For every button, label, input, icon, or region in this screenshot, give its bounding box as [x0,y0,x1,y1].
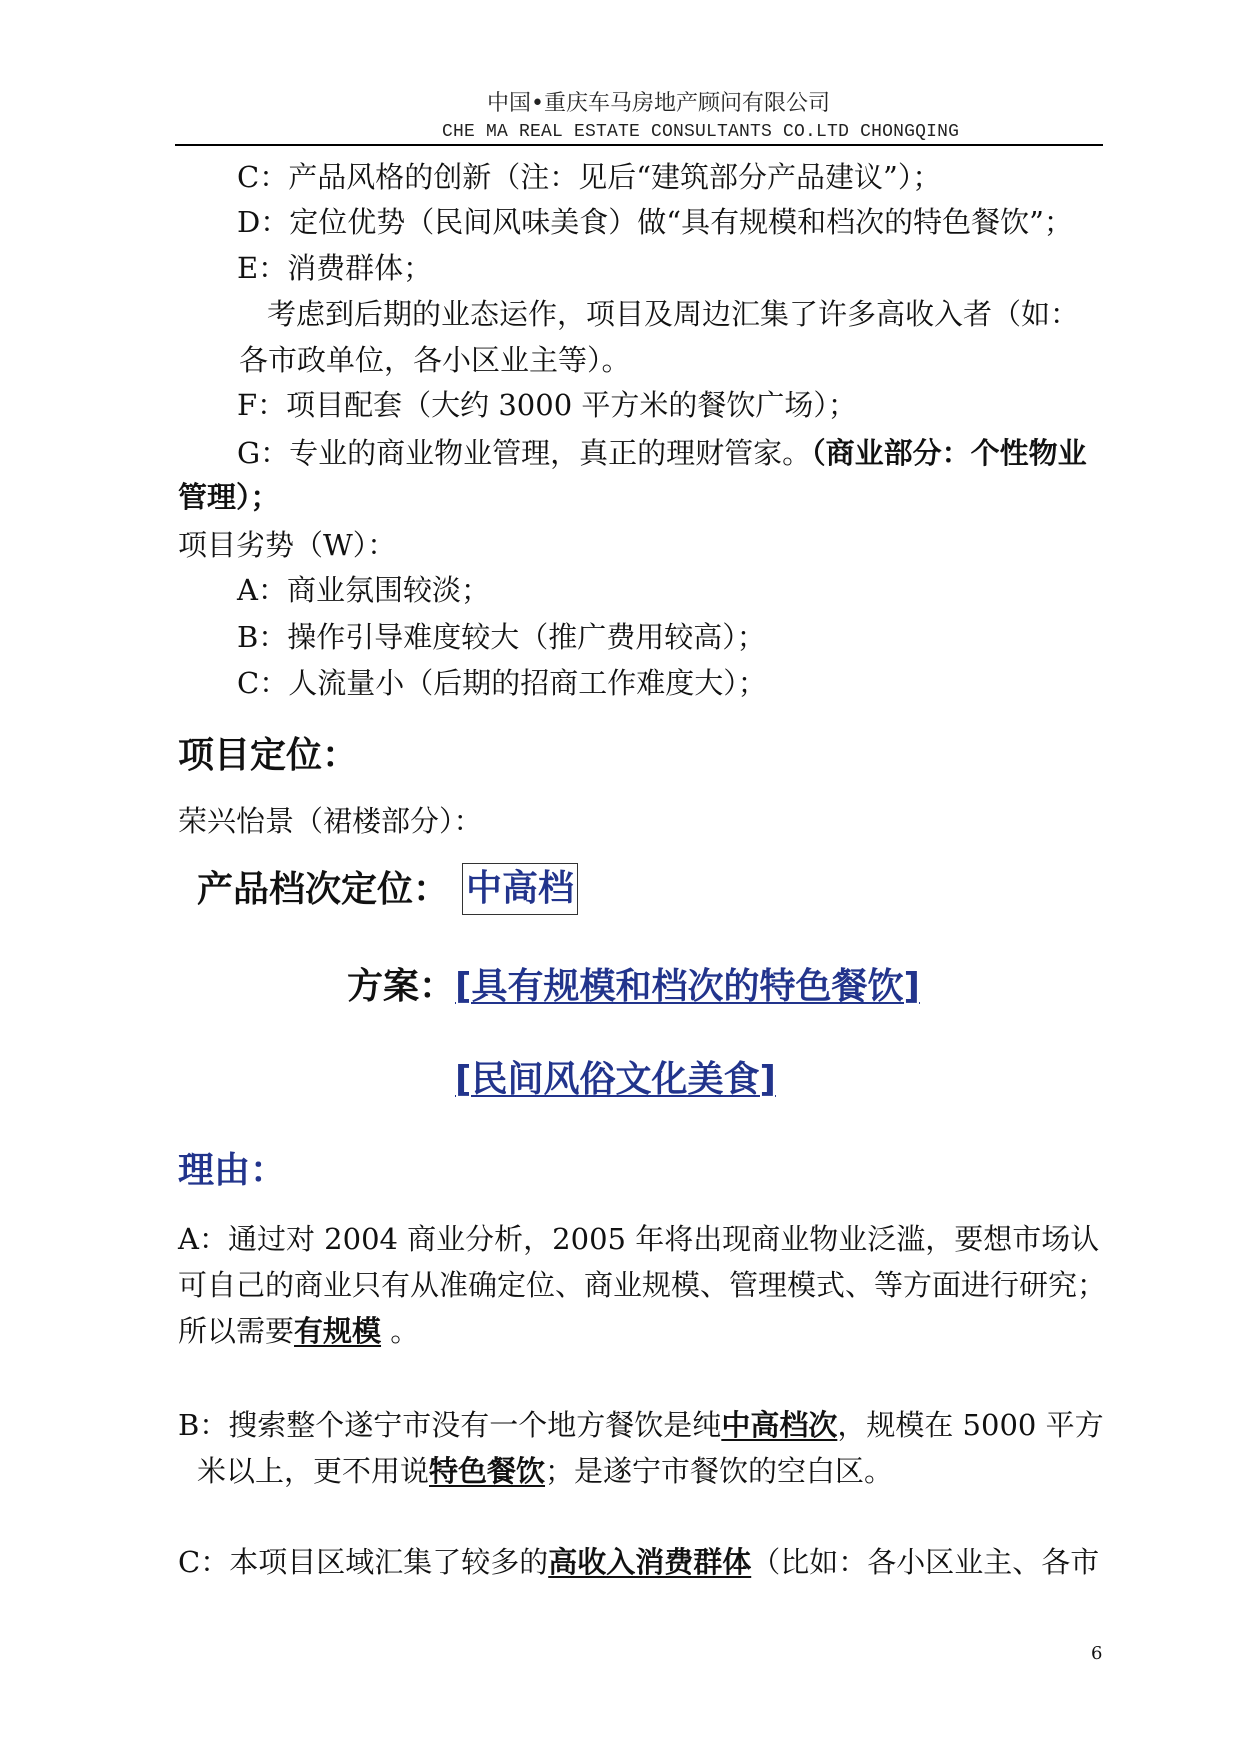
section-heading-positioning: 项目定位： [178,735,359,776]
reason-a-line-3-suffix: 。 [381,1314,420,1348]
reason-b-line-2 [197,1451,893,1491]
strength-item-d: D：定位优势（民间风味美食）做“具有规模和档次的特色餐饮”； [237,205,1073,239]
reason-c-line-1-prefix: C：本项目区域汇集了较多的 [178,1545,549,1579]
reason-b-line-2-prefix: 米以上，更不用说 [197,1454,430,1488]
strength-item-f: F：项目配套（大约 3000 平方米的餐饮广场）； [237,388,857,422]
reason-b-line-1-suffix: ，规模在 5000 平方 [837,1408,1104,1442]
strength-item-g-emphasis-continued: 管理）； [178,480,280,514]
section-heading-reasons: 理由： [178,1150,287,1191]
weaknesses-title: 项目劣势（W）： [178,528,397,562]
header-divider [175,144,1103,146]
reason-a-line-2: 可自己的商业只有从准确定位、商业规模、管理模式、等方面进行研究； [178,1268,1107,1302]
strength-item-e: E：消费群体； [237,251,433,285]
reason-a-line-3 [178,1311,419,1351]
plan-option-2: [民间风俗文化美食] [455,1059,776,1100]
reason-a-emphasis: 有规模 [294,1314,382,1348]
reason-b-line-2-suffix: ；是遂宁市餐饮的空白区。 [545,1454,894,1488]
plan-label: 方案： [347,966,456,1007]
letterhead [0,0,1241,150]
strength-item-e-note-line-2: 各市政单位，各小区业主等）。 [239,343,631,377]
strength-item-e-note-line-1: 考虑到后期的业态运作，项目及周边汇集了许多高收入者（如： [267,297,1080,331]
weakness-item: A：商业氛围较淡； [237,573,490,607]
plan-option-1: [具有规模和档次的特色餐饮] [455,966,920,1007]
reason-b-emphasis-grade: 中高档次 [721,1408,838,1442]
reason-a-line-1: A：通过对 2004 商业分析，2005 年将出现商业物业泛滥，要想市场认 [178,1222,1100,1256]
page-number: 6 [1091,1643,1103,1664]
strength-item-g-text: G：专业的商业物业管理，真正的理财管家。 [237,436,812,470]
weakness-item: C：人流量小（后期的招商工作难度大）； [237,666,767,700]
weakness-item: B：操作引导难度较大（推广费用较高）； [237,620,766,654]
strength-item-c: C：产品风格的创新（注：见后“建筑部分产品建议”）； [237,160,942,194]
grade-label: 产品档次定位： [197,869,450,910]
project-subject: 荣兴怡景（裙楼部分）： [178,804,483,838]
company-name-cn: 中国•重庆车马房地产顾问有限公司 [487,91,830,116]
reason-c-emphasis: 高收入消费群体 [548,1545,752,1579]
company-name-en: CHE MA REAL ESTATE CONSULTANTS CO.LTD CHONGQING [442,122,960,142]
strength-item-g [237,433,1087,473]
grade-value-box: 中高档 [462,863,578,915]
reason-a-line-3-prefix: 所以需要 [178,1314,295,1348]
strength-item-g-emphasis: （商业部分：个性物业 [811,436,1087,470]
reason-c-line-1-suffix: （比如：各小区业主、各市 [751,1545,1100,1579]
reason-c-line-1 [178,1542,1099,1582]
reason-b-line-1-prefix: B：搜索整个遂宁市没有一个地方餐饮是纯 [178,1408,722,1442]
plan-line [347,963,920,1011]
reason-b-emphasis-cuisine: 特色餐饮 [429,1454,546,1488]
reason-b-line-1 [178,1405,1104,1445]
